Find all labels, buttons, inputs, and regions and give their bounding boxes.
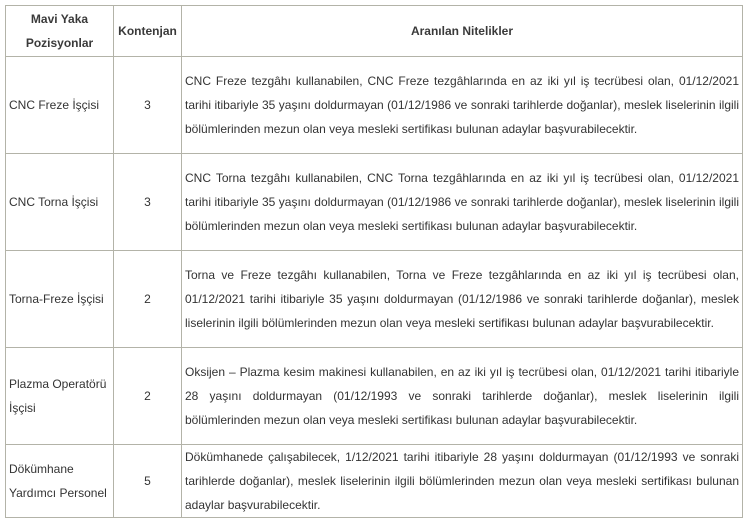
job-requirements-table bbox=[5, 5, 743, 518]
cell-position: Dökümhane Yardımcı Personel bbox=[6, 445, 114, 518]
header-requirements: Aranılan Nitelikler bbox=[182, 6, 743, 57]
cell-requirements: CNC Freze tezgâhı kullanabilen, CNC Freze tezgâhlarında en az iki yıl iş tecrübesi olan, 01/12/2021 tarihi itibariyle 35 yaşını doldurmayan (01/12/1986 ve sonraki tarihlerde doğanlar), meslek liselerinin ilgili bölümlerinden mezun olan veya mesleki sertifikası bulunan adaylar başvurabilecektir. bbox=[182, 57, 743, 154]
table-row bbox=[6, 57, 743, 154]
table-row bbox=[6, 251, 743, 348]
cell-position: Torna-Freze İşçisi bbox=[6, 251, 114, 348]
cell-requirements: Dökümhanede çalışabilecek, 1/12/2021 tarihi itibariyle 28 yaşını doldurmayan (01/12/1993 ve sonraki tarihlerde doğanlar), meslek liselerinin ilgili bölümlerinden mezun olan veya mesleki sertifikası bulunan adaylar başvurabilecektir. bbox=[182, 445, 743, 518]
cell-quota: 3 bbox=[114, 154, 182, 251]
cell-quota: 2 bbox=[114, 251, 182, 348]
cell-requirements: Torna ve Freze tezgâhı kullanabilen, Torna ve Freze tezgâhlarında en az iki yıl iş tecrübesi olan, 01/12/2021 tarihi itibariyle 35 yaşını doldurmayan (01/12/1986 ve sonraki tarihlerde doğanlar), meslek liselerinin ilgili bölümlerinden mezun olan veya mesleki sertifikası bulunan adaylar başvurabilecektir. bbox=[182, 251, 743, 348]
cell-requirements: CNC Torna tezgâhı kullanabilen, CNC Torna tezgâhlarında en az iki yıl iş tecrübesi olan, 01/12/2021 tarihi itibariyle 35 yaşını doldurmayan (01/12/1986 ve sonraki tarihlerde doğanlar), meslek liselerinin ilgili bölümlerinden mezun olan veya mesleki sertifikası bulunan adaylar başvurabilecektir. bbox=[182, 154, 743, 251]
cell-quota: 3 bbox=[114, 57, 182, 154]
table-header-row bbox=[6, 6, 743, 57]
job-requirements-table-wrapper bbox=[5, 5, 743, 518]
cell-requirements: Oksijen – Plazma kesim makinesi kullanabilen, en az iki yıl iş tecrübesi olan, 01/12/2021 tarihi itibariyle 28 yaşını doldurmayan (01/12/1993 ve sonraki tarihlerde doğanlar), meslek liselerinin ilgili bölümlerinden mezun olan veya mesleki sertifikası bulunan adaylar başvurabilecektir. bbox=[182, 348, 743, 445]
header-quota: Kontenjan bbox=[114, 6, 182, 57]
cell-position: CNC Freze İşçisi bbox=[6, 57, 114, 154]
table-row bbox=[6, 348, 743, 445]
header-position: Mavi Yaka Pozisyonlar bbox=[6, 6, 114, 57]
cell-quota: 2 bbox=[114, 348, 182, 445]
cell-position: CNC Torna İşçisi bbox=[6, 154, 114, 251]
cell-quota: 5 bbox=[114, 445, 182, 518]
table-row bbox=[6, 445, 743, 518]
table-row bbox=[6, 154, 743, 251]
cell-position: Plazma Operatörü İşçisi bbox=[6, 348, 114, 445]
